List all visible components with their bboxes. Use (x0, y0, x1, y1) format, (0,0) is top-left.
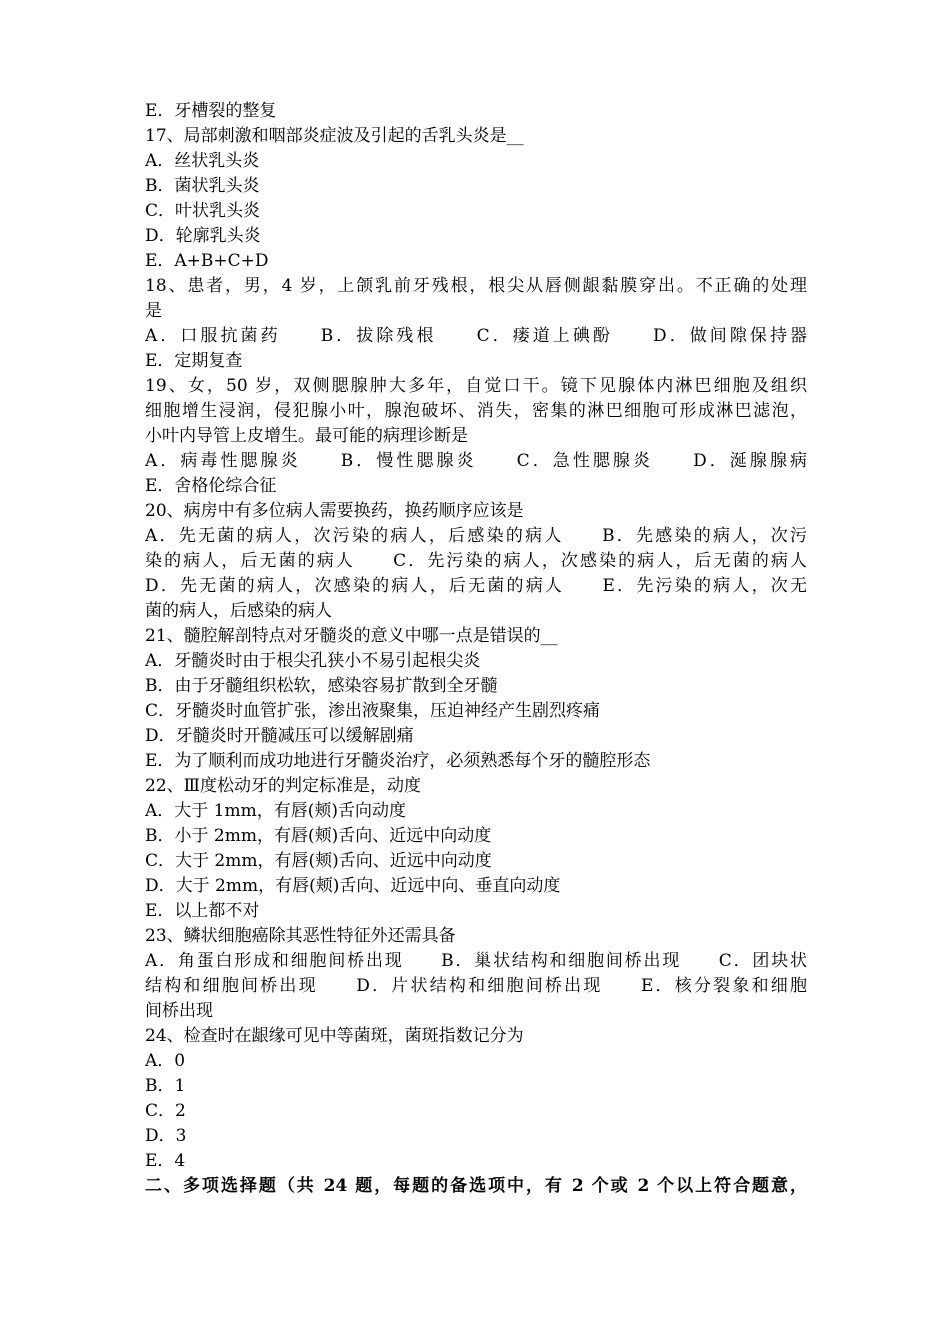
text-line: D．牙髓炎时开髓减压可以缓解剧痛 (145, 726, 414, 746)
text-line: D．大于 2mm，有唇(颊)舌向、近远中向、垂直向动度 (145, 876, 561, 896)
text-line: E．A+B+C+D (145, 251, 269, 271)
text-line: A．角蛋白形成和细胞间桥出现 B．巢状结构和细胞间桥出现 C．团块状 (145, 951, 807, 971)
text-line: E．为了顺利而成功地进行牙髓炎治疗，必须熟悉每个牙的髓腔形态 (145, 751, 651, 771)
text-line: 菌的病人，后感染的病人 (145, 601, 332, 621)
text-line: E．定期复查 (145, 351, 243, 371)
text-line: 细胞增生浸润，侵犯腺小叶，腺泡破坏、消失，密集的淋巴细胞可形成淋巴滤泡， (145, 401, 807, 421)
text-line: A．先无菌的病人，次污染的病人，后感染的病人 B．先感染的病人，次污 (145, 526, 807, 546)
text-line: 18、患者，男，4 岁，上颌乳前牙残根，根尖从唇侧龈黏膜穿出。不正确的处理 (145, 276, 807, 296)
text-line: D．3 (145, 1126, 187, 1146)
text-line: 22、Ⅲ度松动牙的判定标准是，动度 (145, 776, 422, 796)
text-line: A．病毒性腮腺炎 B．慢性腮腺炎 C．急性腮腺炎 D．涎腺腺病 (145, 451, 807, 471)
text-line: C．叶状乳头炎 (145, 201, 261, 221)
text-line: 结构和细胞间桥出现 D．片状结构和细胞间桥出现 E．核分裂象和细胞 (145, 976, 807, 996)
text-line: 21、髓腔解剖特点对牙髓炎的意义中哪一点是错误的__ (145, 626, 558, 646)
text-line: A．口服抗菌药 B．拔除残根 C．瘘道上碘酚 D．做间隙保持器 (145, 326, 807, 346)
text-line: E．4 (145, 1151, 186, 1171)
text-line: 染的病人，后无菌的病人 C．先污染的病人，次感染的病人，后无菌的病人 (145, 551, 807, 571)
text-line: D．轮廓乳头炎 (145, 226, 261, 246)
text-line: B．小于 2mm，有唇(颊)舌向、近远中向动度 (145, 826, 492, 846)
text-line: A．牙髓炎时由于根尖孔狭小不易引起根尖炎 (145, 651, 481, 671)
text-line: 23、鳞状细胞癌除其恶性特征外还需具备 (145, 926, 456, 946)
text-line: D．先无菌的病人，次感染的病人，后无菌的病人 E．先污染的病人，次无 (145, 576, 807, 596)
text-line: 间桥出现 (145, 1001, 213, 1021)
text-line: 是 (145, 301, 162, 321)
text-line: A．0 (145, 1051, 186, 1071)
text-line: E．舍格伦综合征 (145, 476, 277, 496)
document-page (145, 99, 807, 1199)
text-line: B．菌状乳头炎 (145, 176, 260, 196)
text-line: 24、检查时在龈缘可见中等菌斑，菌斑指数记分为 (145, 1026, 524, 1046)
text-line: B．由于牙髓组织松软，感染容易扩散到全牙髓 (145, 676, 498, 696)
text-line: E．牙槽裂的整复 (145, 101, 277, 121)
text-line: 20、病房中有多位病人需要换药，换药顺序应该是 (145, 501, 524, 521)
text-line: A．大于 1mm，有唇(颊)舌向动度 (145, 801, 407, 821)
text-line: C．牙髓炎时血管扩张，渗出液聚集，压迫神经产生剧烈疼痛 (145, 701, 601, 721)
text-line: B．1 (145, 1076, 186, 1096)
text-line: 19、女，50 岁，双侧腮腺肿大多年，自觉口干。镜下见腺体内淋巴细胞及组织 (145, 376, 807, 396)
text-line: A．丝状乳头炎 (145, 151, 260, 171)
text-line: E．以上都不对 (145, 901, 260, 921)
text-line: 小叶内导管上皮增生。最可能的病理诊断是 (145, 426, 468, 446)
text-line: C．大于 2mm，有唇(颊)舌向、近远中向动度 (145, 851, 492, 871)
text-line: 17、局部刺激和咽部炎症波及引起的舌乳头炎是__ (145, 126, 524, 146)
text-line: C．2 (145, 1101, 186, 1121)
section-heading: 二、多项选择题（共 24 题，每题的备选项中，有 2 个或 2 个以上符合题意， (145, 1176, 807, 1196)
